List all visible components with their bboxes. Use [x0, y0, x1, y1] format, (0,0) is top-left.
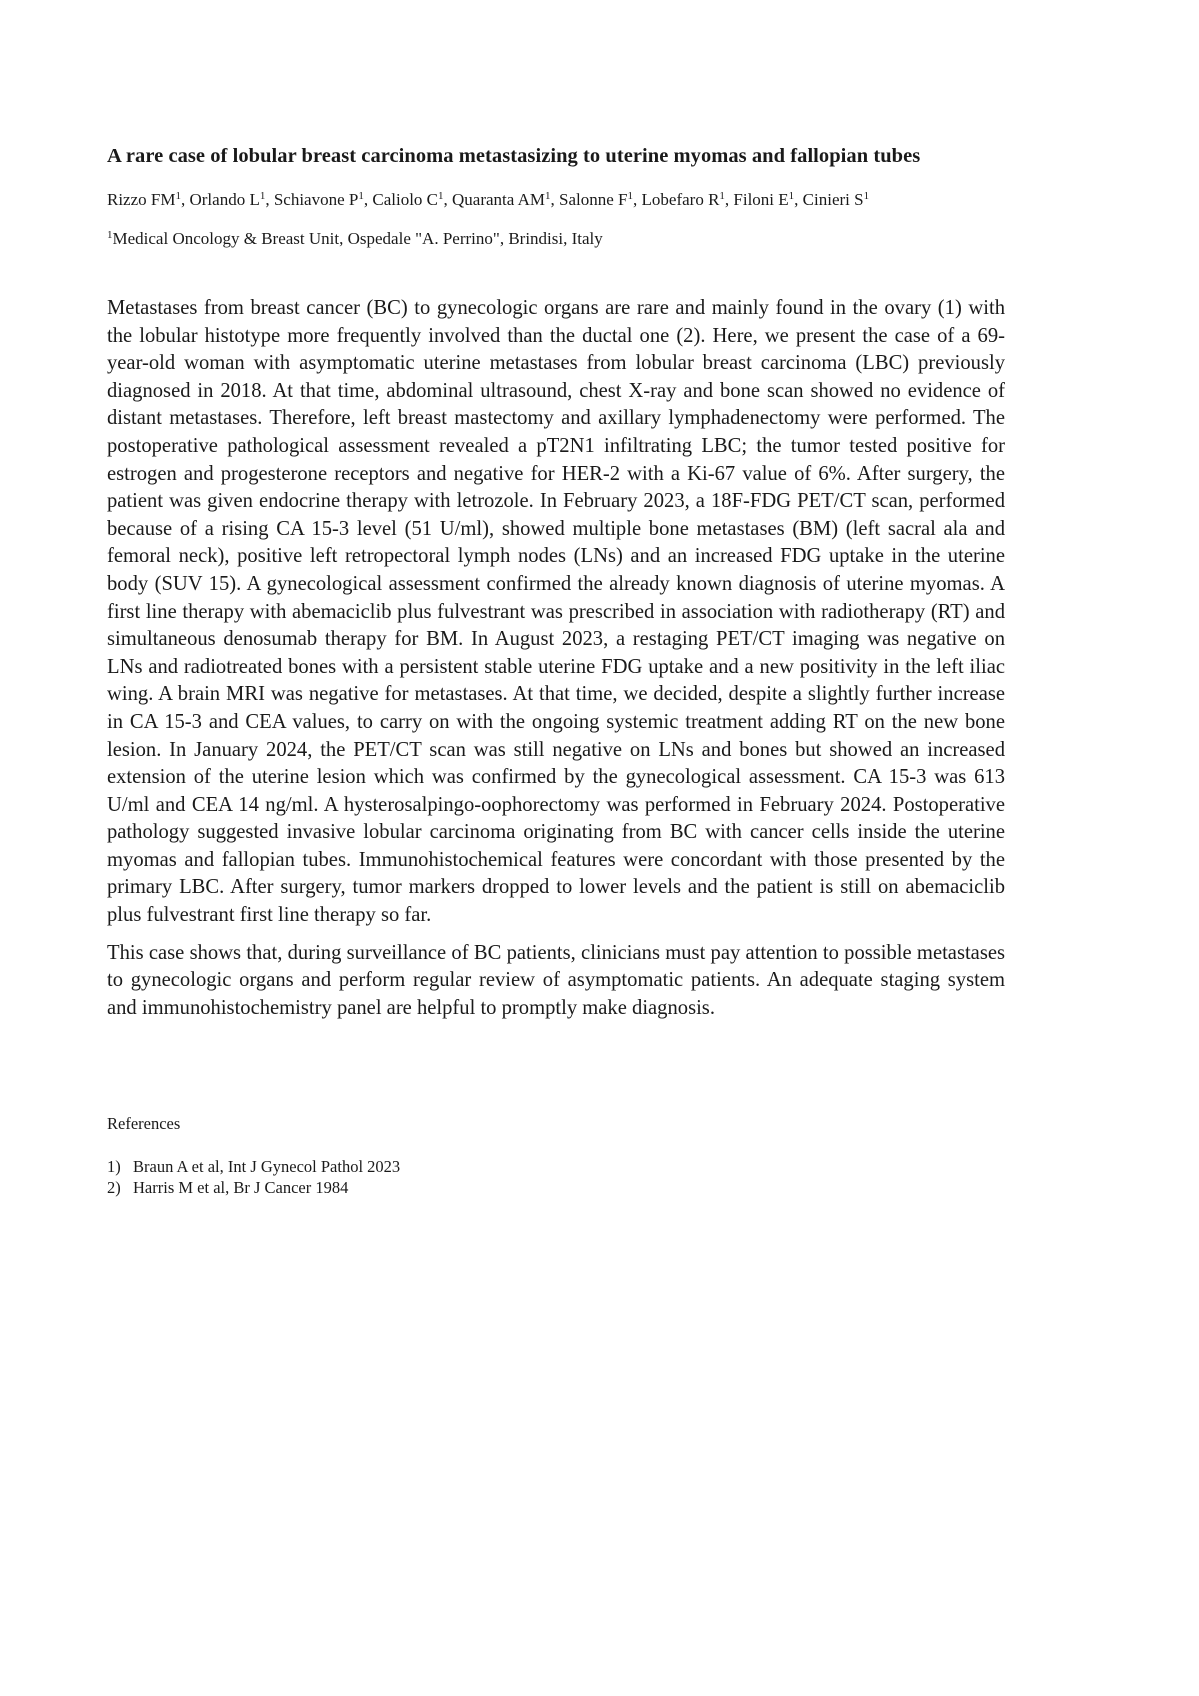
reference-number: 1) [107, 1157, 121, 1176]
reference-text: Harris M et al, Br J Cancer 1984 [133, 1178, 349, 1197]
references-heading: References [107, 1114, 181, 1133]
reference-item [107, 1156, 400, 1177]
author: Quaranta $AM^1$ [452, 190, 551, 209]
body-paragraph: This case shows that, during surveillance of BC patients, clinicians must pay attention to possible metastases to gynecologic organs and perform regular review of asymptomatic patients. An adequate staging system and immunohistochemistry panel are helpful to promptly make diagnosis. [107, 941, 1005, 1019]
author: Caliolo $C^1$ [372, 190, 444, 209]
affiliation [107, 229, 603, 249]
author: Orlando $L^1$ [189, 190, 266, 209]
body-paragraph: Metastases from breast cancer (BC) to gynecologic organs are rare and mainly found in the ovary (1) with the lobular histotype more frequently involved than the ductal one (2). Here, we present the case of a 69-year-old woman with asymptomatic uterine metastases from lobular breast carcinoma (LBC) previously diagnosed in 2018. At that time, abdominal ultrasound, chest X-ray and bone scan showed no evidence of distant metastases. Therefore, left breast mastectomy and axillary lymphadenectomy were performed. The postoperative pathological assessment revealed a pT2N1 infiltrating LBC; the tumor tested positive for estrogen and progesterone receptors and negative for HER-2 with a Ki-67 value of 6%. After surgery, the patient was given endocrine therapy with letrozole. In February 2023, a 18F-FDG PET/CT scan, performed because of a rising CA 15-3 level (51 U/ml), showed multiple bone metastases (BM) (left sacral ala and femoral neck), positive left retropectoral lymph nodes (LNs) and an increased FDG uptake in the uterine body (SUV 15). A gynecological assessment confirmed the already known diagnosis of uterine myomas. A first line therapy with abemaciclib plus fulvestrant was prescribed in association with radiotherapy (RT) and simultaneous denosumab therapy for BM. In August 2023, a restaging PET/CT imaging was negative on LNs and radiotreated bones with a persistent stable uterine FDG uptake and a new positivity in the left iliac wing. A brain MRI was negative for metastases. At that time, we decided, despite a slightly further increase in CA 15-3 and CEA values, to carry on with the ongoing systemic treatment adding RT on the new bone lesion. In January 2024, the PET/CT scan was still negative on LNs and bones but showed an increased extension of the uterine lesion which was confirmed by the gynecological assessment. CA 15-3 was 613 U/ml and CEA 14 ng/ml. A hysterosalpingo-oophorectomy was performed in February 2024. Postoperative pathology suggested invasive lobular carcinoma originating from BC with cancer cells inside the uterine myomas and fallopian tubes. Immunohistochemical features were concordant with those presented by the primary LBC. After surgery, tumor markers dropped to lower levels and the patient is still on abemaciclib plus fulvestrant first line therapy so far. [107, 297, 1005, 927]
author: Filoni $E^1$ [733, 190, 795, 209]
reference-item [107, 1177, 400, 1198]
author: Cinieri $S^1$ [802, 190, 870, 209]
reference-text: Braun A et al, Int J Gynecol Pathol 2023 [133, 1157, 401, 1176]
author: Schiavone $P^1$ [273, 190, 364, 209]
references-section [107, 1114, 400, 1198]
author: Salonne $F^1$ [559, 190, 634, 209]
author: Rizzo $FM^1$ [107, 190, 181, 209]
paper-title: A rare case of lobular breast carcinoma metastasizing to uterine myomas and fallopian tubes [107, 145, 921, 167]
affiliation-marker: 1 [107, 229, 113, 241]
reference-number: 2) [107, 1178, 121, 1197]
author: Lobefaro $R^1$ [641, 190, 725, 209]
author-list: Rizzo $FM^1$, Orlando $L^1$, Schiavone $P^1$, Caliolo $C^1$, Quaranta $AM^1$, Salonne $F^1$, Lobefaro $R^1$, Filoni $E^1$, Cinieri $S^1$ [107, 190, 870, 209]
affiliation-text: Medical Oncology & Breast Unit, Ospedale "A. Perrino", Brindisi, Italy [112, 229, 603, 248]
reference-list [107, 1156, 400, 1198]
abstract-body [107, 295, 1005, 1022]
